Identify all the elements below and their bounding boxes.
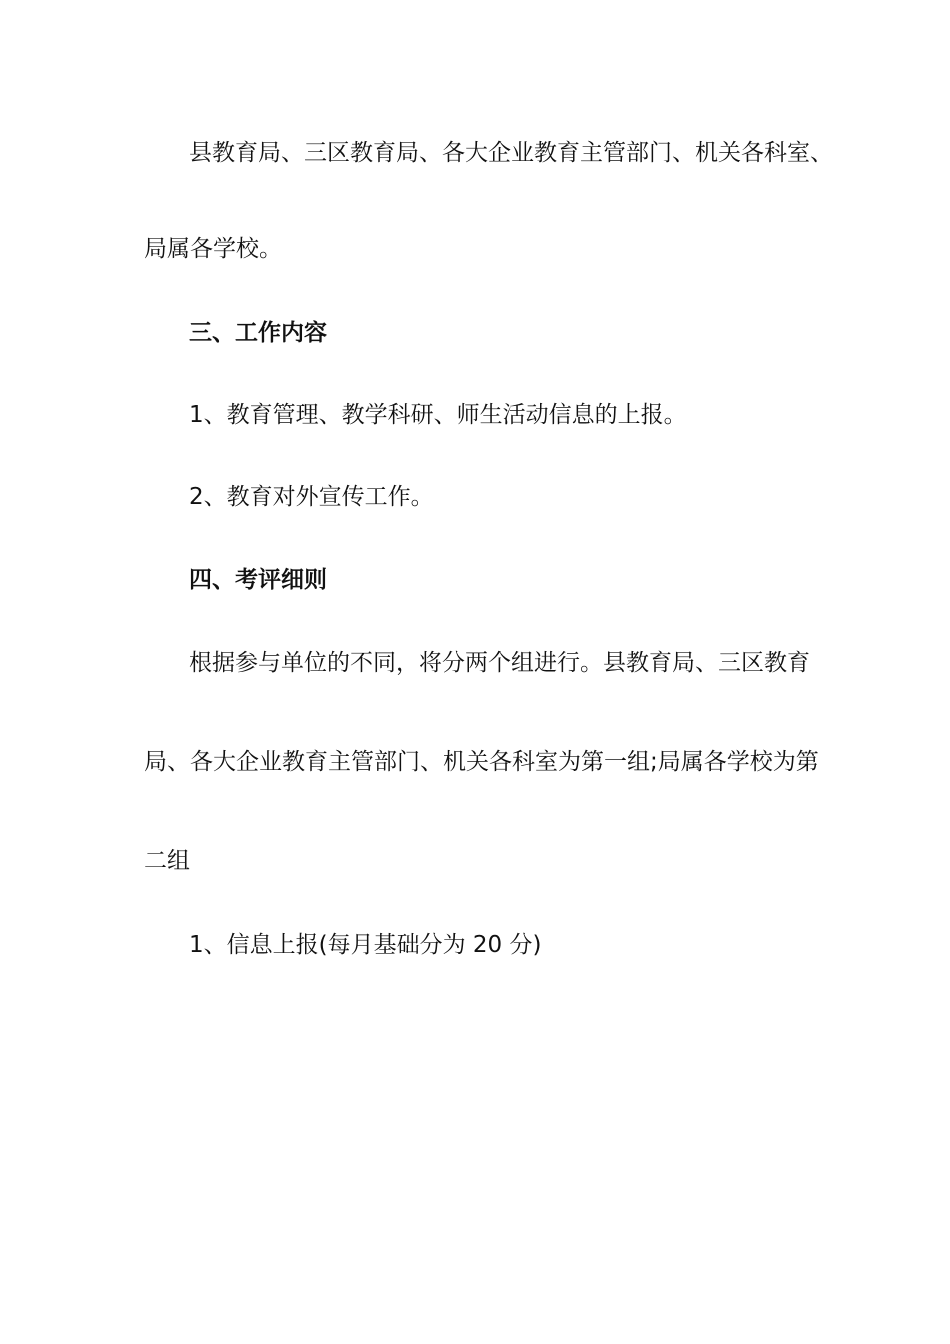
paragraph-line: 二组 — [144, 848, 190, 874]
section-heading: 三、工作内容 — [189, 320, 327, 346]
list-item: 1、教育管理、教学科研、师生活动信息的上报。 — [189, 402, 687, 428]
paragraph-line: 局属各学校。 — [144, 236, 282, 262]
paragraph-line: 县教育局、三区教育局、各大企业教育主管部门、机关各科室、 — [189, 140, 833, 166]
paragraph-line: 根据参与单位的不同，将分两个组进行。县教育局、三区教育 — [189, 650, 810, 676]
paragraph-line: 局、各大企业教育主管部门、机关各科室为第一组;局属各学校为第 — [144, 749, 819, 775]
list-item: 1、信息上报(每月基础分为 20 分) — [189, 932, 542, 958]
section-heading: 四、考评细则 — [189, 567, 327, 593]
list-item: 2、教育对外宣传工作。 — [189, 484, 434, 510]
